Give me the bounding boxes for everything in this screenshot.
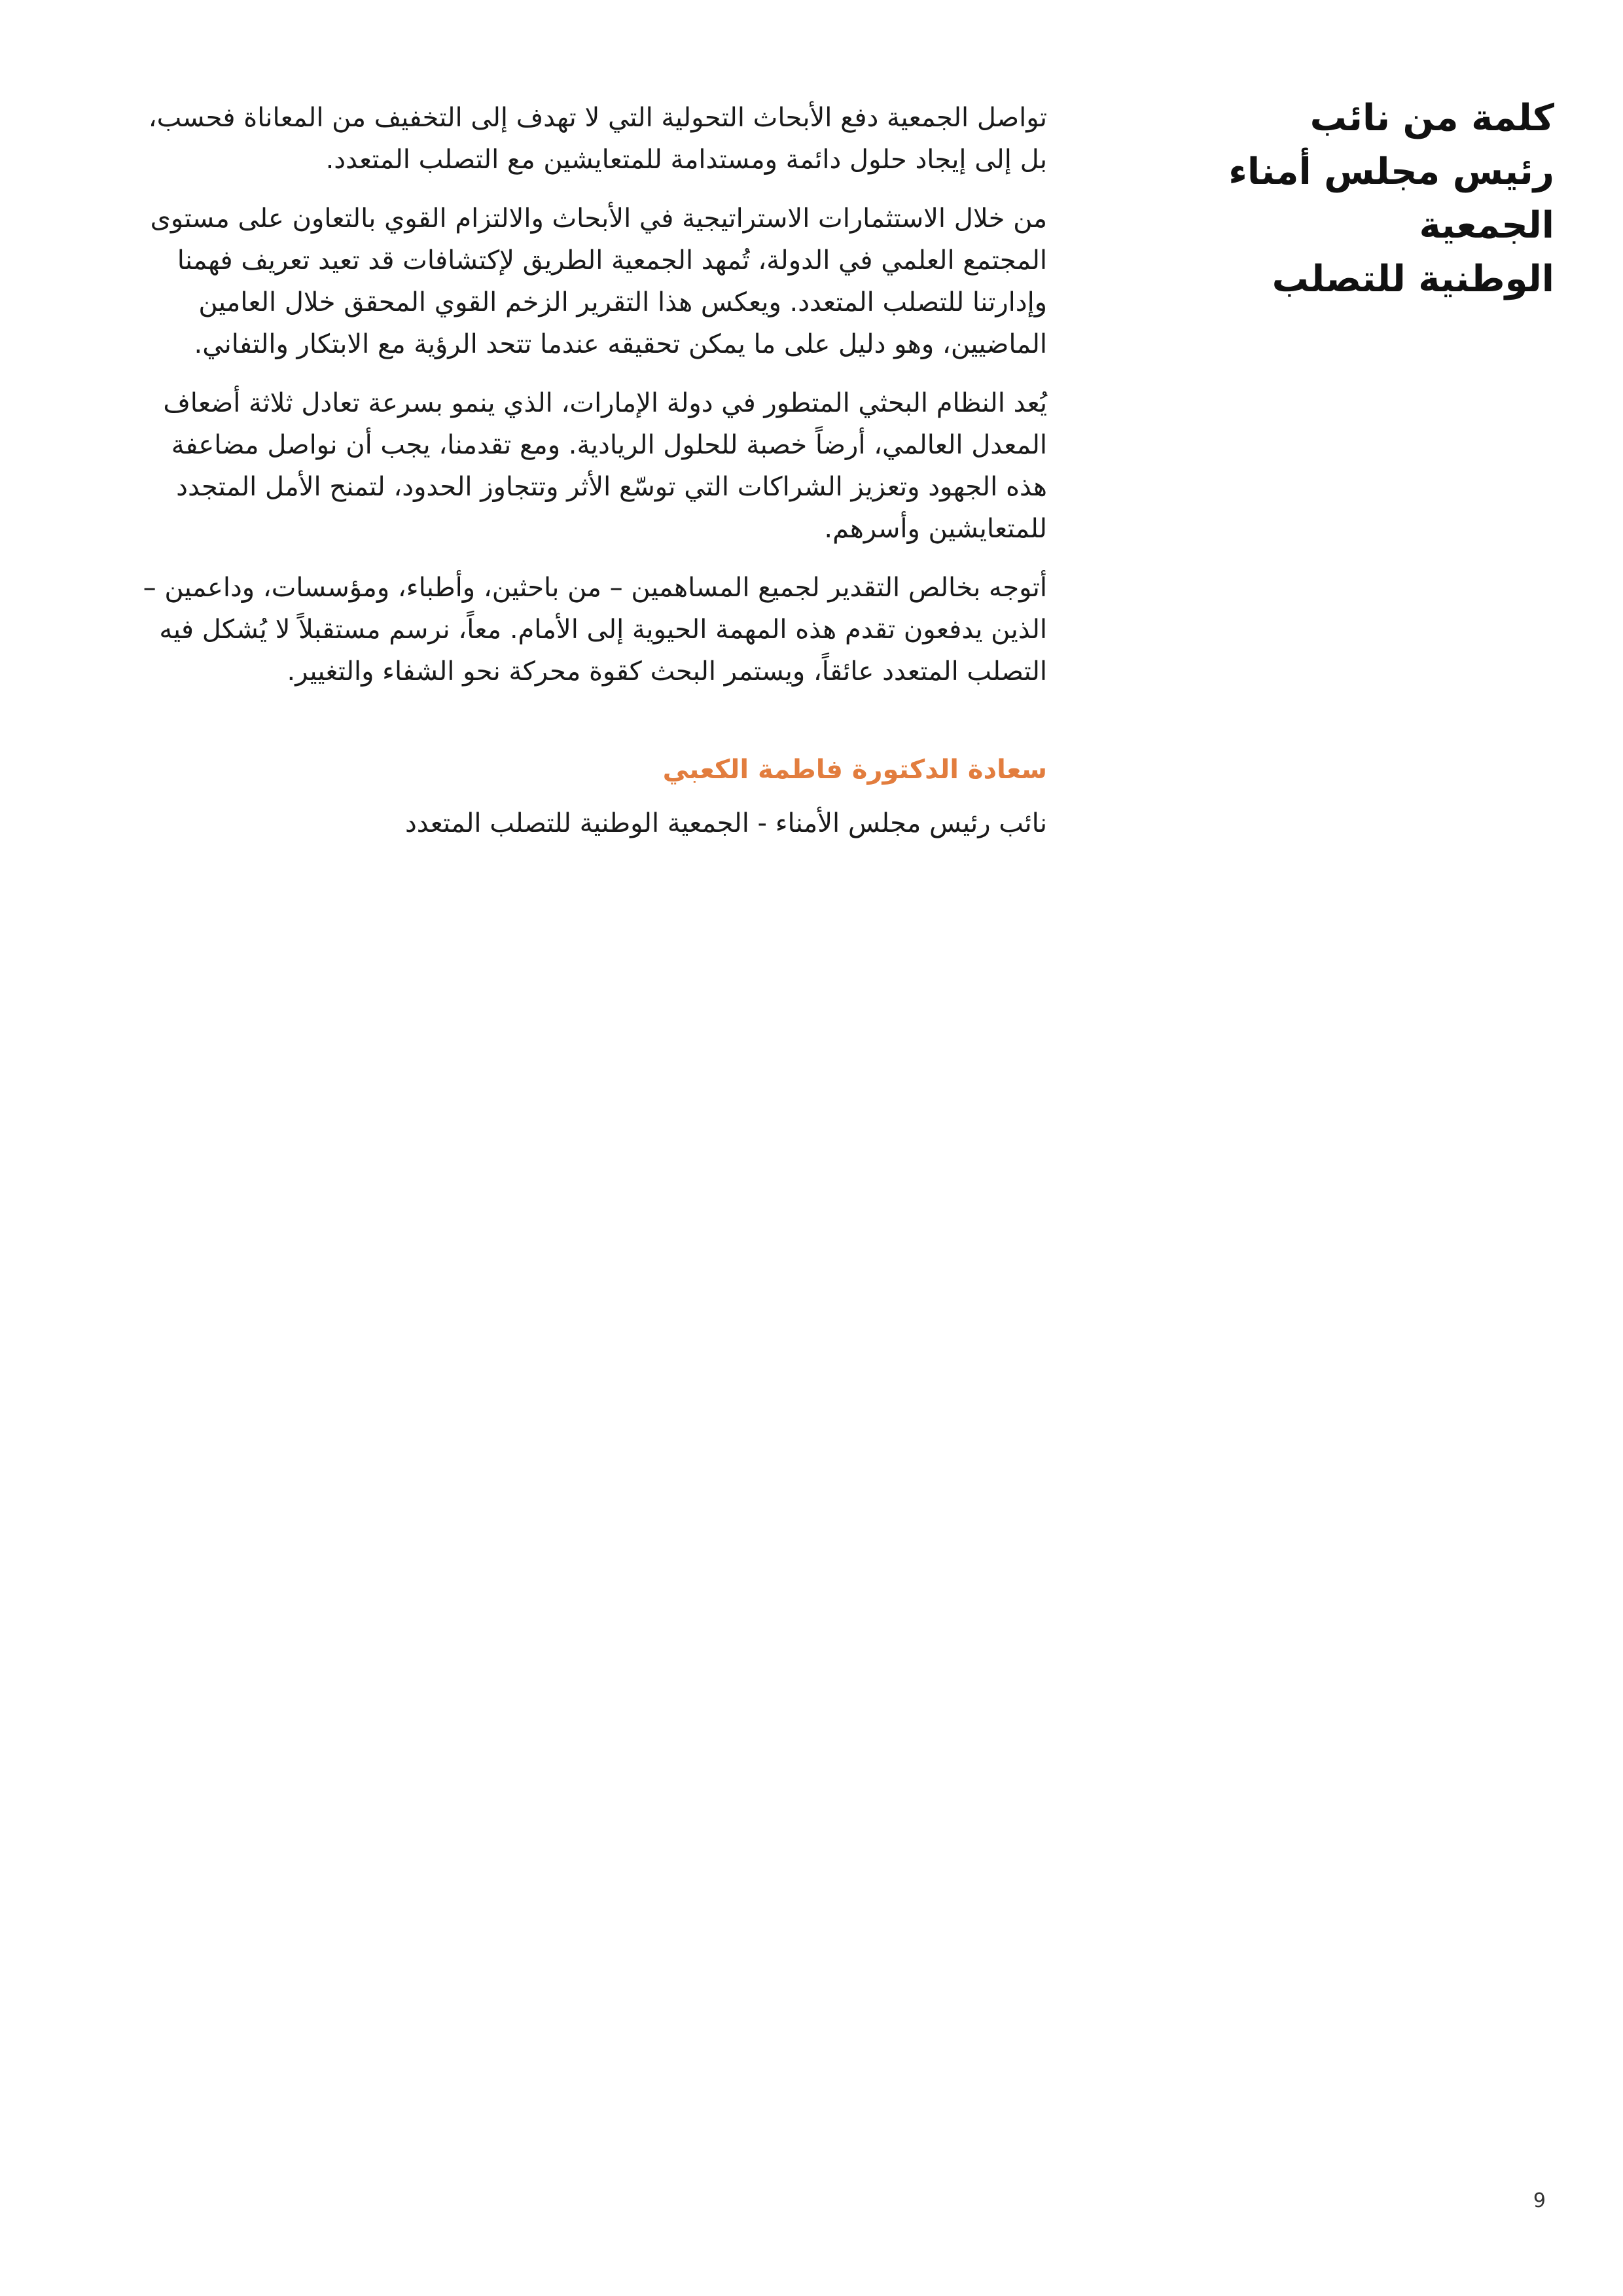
signatory-name: سعادة الدكتورة فاطمة الكعبي (662, 755, 1047, 785)
text-line: الذين يدفعون تقدم هذه المهمة الحيوية إلى الأمام. معاً، نرسم مستقبلاً لا يُشكل فيه (159, 615, 1047, 645)
paragraph-2 (79, 198, 1047, 365)
page-number: 9 (1533, 2189, 1546, 2212)
text-line: وإدارتنا للتصلب المتعدد. ويعكس هذا التقرير الزخم القوي المحقق خلال العامين (198, 287, 1047, 317)
heading-line: كلمة من نائب (1310, 97, 1554, 139)
text-line: المعدل العالمي، أرضاً خصبة للحلول الريادية. ومع تقدمنا، يجب أن نواصل مضاعفة (171, 430, 1047, 460)
text-line: بل إلى إيجاد حلول دائمة ومستدامة للمتعايشين مع التصلب المتعدد. (325, 145, 1047, 175)
text-line: المجتمع العلمي في الدولة، تُمهد الجمعية الطريق لإكتشافات قد تعيد تعريف فهمنا (177, 245, 1047, 276)
text-line: أتوجه بخالص التقدير لجميع المساهمين – من باحثين، وأطباء، ومؤسسات، وداعمين – (143, 573, 1047, 603)
text-line: من خلال الاستثمارات الاستراتيجية في الأبحاث والالتزام القوي بالتعاون على مستوى (150, 204, 1047, 234)
text-line: هذه الجهود وتعزيز الشراكات التي توسّع الأثر وتتجاوز الحدود، لتمنح الأمل المتجدد (176, 472, 1047, 502)
heading-line: الوطنية للتصلب (1272, 258, 1554, 300)
paragraph-3 (79, 382, 1047, 550)
text-line: الماضيين، وهو دليل على ما يمكن تحقيقه عندما تتحد الرؤية مع الابتكار والتفاني. (194, 329, 1047, 359)
text-line: تواصل الجمعية دفع الأبحاث التحولية التي لا تهدف إلى التخفيف من المعاناة فحسب، (148, 103, 1047, 133)
paragraph-4 (79, 567, 1047, 692)
signatory-title: نائب رئيس مجلس الأمناء - الجمعية الوطنية للتصلب المتعدد (404, 808, 1047, 838)
page-heading (1149, 92, 1554, 306)
paragraph-1 (79, 97, 1047, 181)
text-line: للمتعايشين وأسرهم. (824, 514, 1047, 544)
text-line: يُعد النظام البحثي المتطور في دولة الإمارات، الذي ينمو بسرعة تعادل ثلاثة أضعاف (163, 388, 1047, 418)
signature-block (79, 749, 1047, 844)
text-line: التصلب المتعدد عائقاً، ويستمر البحث كقوة محركة نحو الشفاء والتغيير. (287, 656, 1047, 687)
message-body (79, 97, 1047, 844)
heading-line: رئيس مجلس أمناء الجمعية (1228, 151, 1554, 247)
